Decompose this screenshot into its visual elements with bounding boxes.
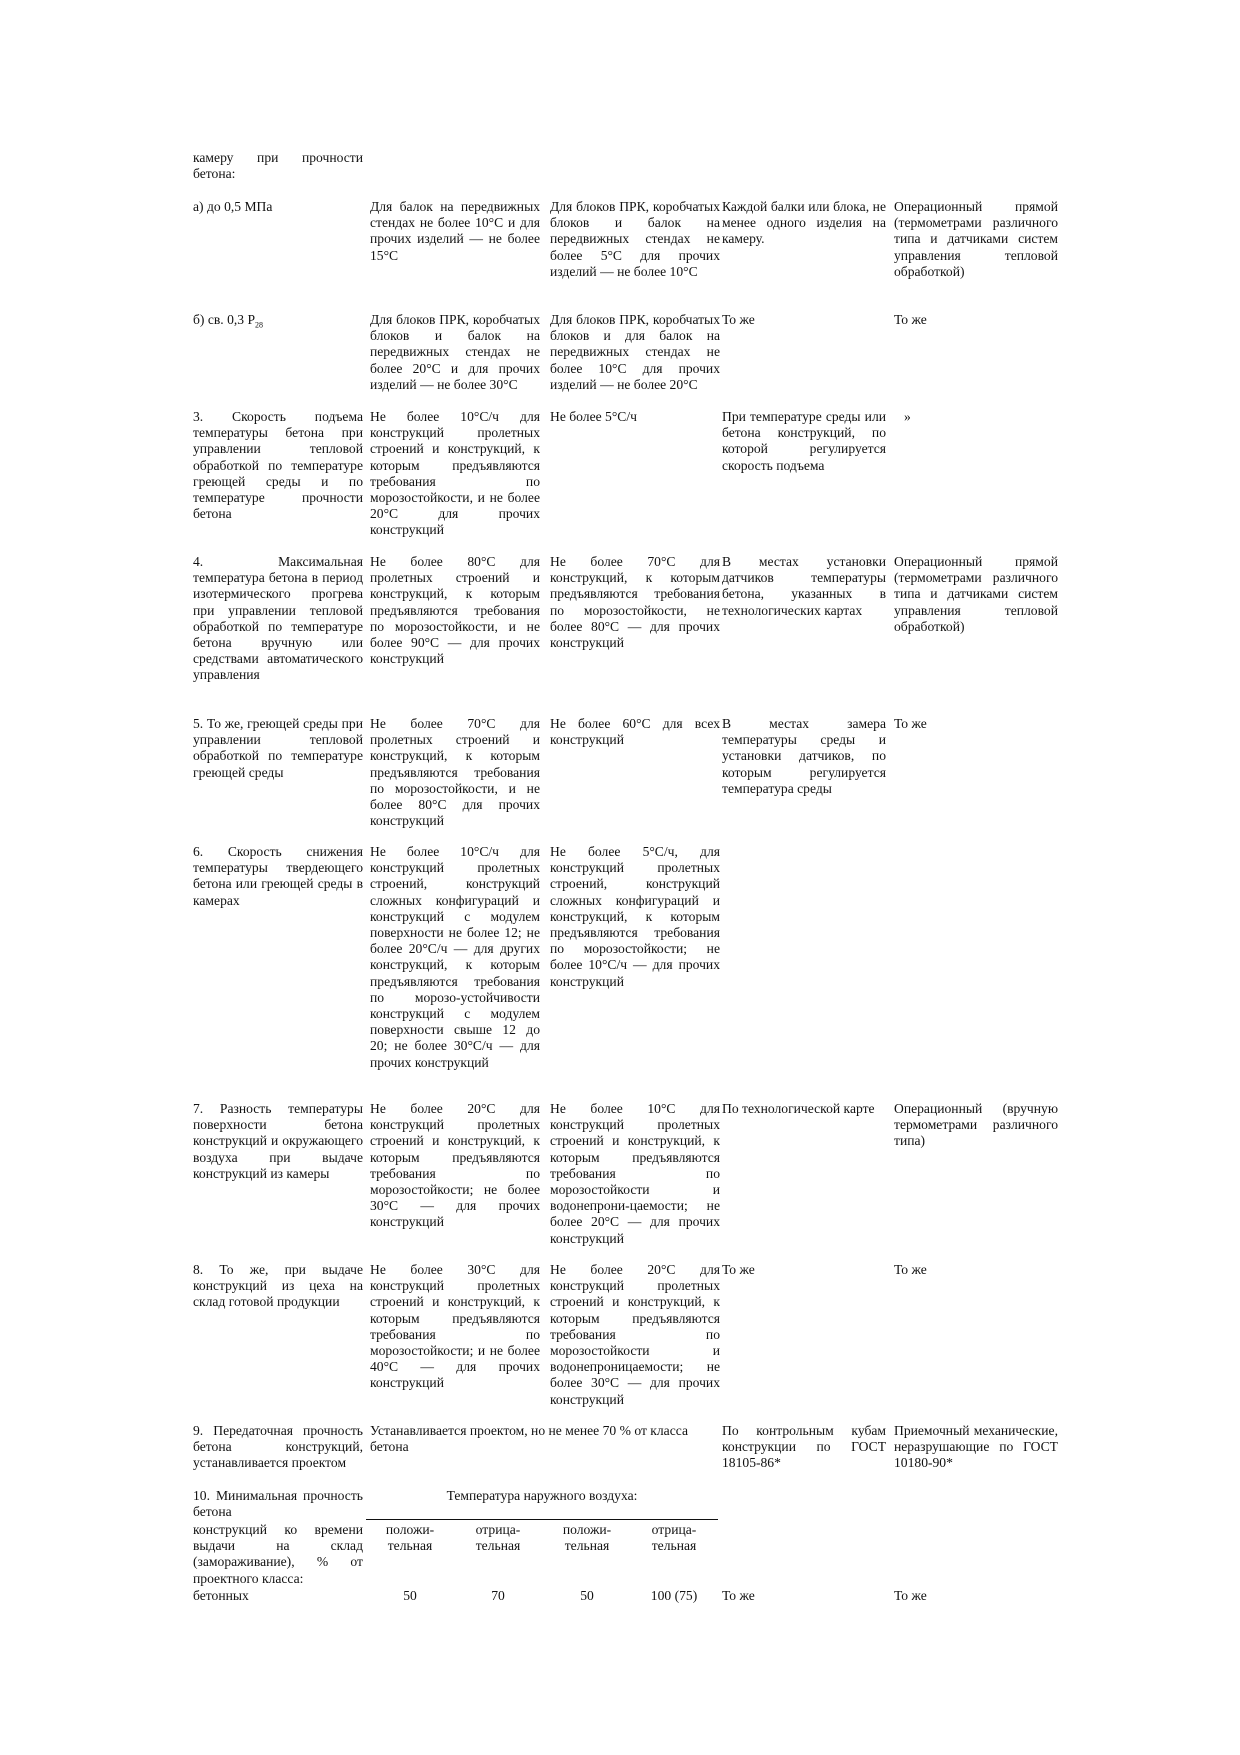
row8-req-b: Не более 20°С для конструкций пролетных строений и конструкций, к которым предъявляются требования по морозостойкости и водонепроницаемости; не более 30°С — для прочих конструкций bbox=[550, 1262, 720, 1407]
row10-param-a: 10. Минимальная прочность бетона bbox=[193, 1488, 363, 1520]
row10-value-3: 50 bbox=[580, 1588, 594, 1603]
row10-place: То же bbox=[722, 1588, 755, 1603]
row3-req-a: Не более 10°С/ч для конструкций пролетных строений и конструкций, к которым предъявляются требования по морозостойкости, и не более 20°С для прочих конструкций bbox=[370, 409, 540, 538]
row4-req-a: Не более 80°С для пролетных строений и конструкций, к которым предъявляются требования по морозостойкости, и не более 90°С — для прочих конструкций bbox=[370, 554, 540, 667]
row2-method: То же bbox=[894, 312, 927, 327]
row10-sub-1: положи-тельная bbox=[385, 1522, 435, 1554]
row7-req-b: Не более 10°С для конструкций пролетных строений и конструкций, к которым предъявляются требования по морозостойкости и водонепрони-цаемости; не более 20°С — для прочих конструкций bbox=[550, 1101, 720, 1246]
row1-param: а) до 0,5 МПа bbox=[193, 199, 273, 214]
row7-place: По технологической карте bbox=[722, 1101, 875, 1116]
row5-place: В местах замера температуры среды и установки датчиков, по которым регулируется температура среды bbox=[722, 716, 886, 796]
row9-method: Приемочный механические, неразрушающие по ГОСТ 10180-90* bbox=[894, 1423, 1058, 1471]
row6-param: 6. Скорость снижения температуры твердеющего бетона или греющей среды в камерах bbox=[193, 844, 363, 908]
row10-header-rule bbox=[366, 1519, 718, 1520]
row3-place: При температуре среды или бетона конструкций, по которой регулируется скорость подъема bbox=[722, 409, 886, 473]
row10-sub-2: отрица-тельная bbox=[475, 1522, 521, 1554]
row5-req-a: Не более 70°С для пролетных строений и конструкций, к которым предъявляются требования по морозостойкости, и не более 80°С для прочих конструкций bbox=[370, 716, 540, 829]
row4-param: 4. Максимальная температура бетона в период изотермического прогрева при управлении тепловой обработкой по температуре бетона вручную или средствами автоматического управления bbox=[193, 554, 363, 683]
row3-req-b: Не более 5°С/ч bbox=[550, 409, 637, 424]
row8-method: То же bbox=[894, 1262, 927, 1277]
row7-method: Операционный (вручную термометрами различного типа) bbox=[894, 1101, 1058, 1149]
row9-place: По контрольным кубам конструкции по ГОСТ 18105-86* bbox=[722, 1423, 886, 1471]
row10-sub-4: отрица-тельная bbox=[651, 1522, 697, 1554]
row10-temp-header: Температура наружного воздуха: bbox=[446, 1488, 638, 1503]
row1-place: Каждой балки или блока, не менее одного изделия на камеру. bbox=[722, 199, 886, 247]
row4-req-b: Не более 70°С для конструкций, к которым предъявляются требования по морозостойкости, не более 80°С — для прочих конструкций bbox=[550, 554, 720, 651]
row1-req-b: Для блоков ПРК, коробчатых блоков и балок на передвижных стендах не более 5°С для прочих изделий — не более 10°С bbox=[550, 199, 720, 279]
row2-place: То же bbox=[722, 312, 755, 327]
row0-param: камеру при прочности бетона: bbox=[193, 150, 363, 182]
row6-req-a: Не более 10°С/ч для конструкций пролетных строений, конструкций сложных конфигураций и конструкций с модулем поверхности не более 12; не более 20°С/ч — для других конструкций, к которым предъявляются требования по морозо-устойчивости конструкций с модулем поверхности свыше 12 до 20; не более 30°С/ч — для прочих конструкций bbox=[370, 844, 540, 1070]
row10-label: бетонных bbox=[193, 1588, 249, 1603]
row4-place: В местах установки датчиков температуры бетона, указанных в технологических картах bbox=[722, 554, 886, 618]
row10-param-b: конструкций ко времени выдачи на склад (замораживание), % от проектного класса: bbox=[193, 1522, 363, 1586]
row9-param: 9. Передаточная прочность бетона конструкций, устанавливается проектом bbox=[193, 1423, 363, 1471]
row9-req: Устанавливается проектом, но не менее 70 % от класса бетона bbox=[370, 1423, 688, 1455]
row2-req-b: Для блоков ПРК, коробчатых блоков и для балок на передвижных стендах не более 10°С для прочих изделий — не более 20°С bbox=[550, 312, 720, 392]
row2-param: б) св. 0,3 $Р_{28}$ bbox=[193, 312, 264, 330]
row10-value-1: 50 bbox=[403, 1588, 417, 1603]
row8-param: 8. То же, при выдаче конструкций из цеха на склад готовой продукции bbox=[193, 1262, 363, 1310]
row10-method: То же bbox=[894, 1588, 927, 1603]
row10-value-2: 70 bbox=[491, 1588, 505, 1603]
row10-sub-3: положи-тельная bbox=[562, 1522, 612, 1554]
row7-param: 7. Разность температуры поверхности бетона конструкций и окружающего воздуха при выдаче конструкций из камеры bbox=[193, 1101, 363, 1181]
row3-param: 3. Скорость подъема температуры бетона при управлении тепловой обработкой по температуре греющей среды и по температуре прочности бетона bbox=[193, 409, 363, 522]
row5-req-b: Не более 60°С для всех конструкций bbox=[550, 716, 720, 748]
row7-req-a: Не более 20°С для конструкций пролетных строений и конструкций, к которым предъявляются требования по морозостойкости; не более 30°С — для прочих конструкций bbox=[370, 1101, 540, 1230]
row5-method: То же bbox=[894, 716, 927, 731]
row10-value-4: 100 (75) bbox=[650, 1588, 698, 1603]
row6-req-b: Не более 5°С/ч, для конструкций пролетных строений, конструкций сложных конфигураций и конструкций, к которым предъявляются требования по морозостойкости; не более 10°С/ч — для прочих конструкций bbox=[550, 844, 720, 989]
row1-req-a: Для балок на передвижных стендах не более 10°С и для прочих изделий — не более 15°С bbox=[370, 199, 540, 263]
row8-place: То же bbox=[722, 1262, 755, 1277]
row1-method: Операционный прямой (термометрами различного типа и датчиками систем управления тепловой обработкой) bbox=[894, 199, 1058, 279]
row4-method: Операционный прямой (термометрами различного типа и датчиками систем управления тепловой обработкой) bbox=[894, 554, 1058, 634]
row5-param: 5. То же, греющей среды при управлении тепловой обработкой по температуре греющей среды bbox=[193, 716, 363, 780]
row8-req-a: Не более 30°С для конструкций пролетных строений и конструкций, к которым предъявляются требования по морозостойкости; и не более 40°С — для прочих конструкций bbox=[370, 1262, 540, 1391]
row2-req-a: Для блоков ПРК, коробчатых блоков и балок на передвижных стендах не более 20°С и для прочих изделий — не более 30°С bbox=[370, 312, 540, 392]
row3-method: » bbox=[904, 409, 911, 424]
